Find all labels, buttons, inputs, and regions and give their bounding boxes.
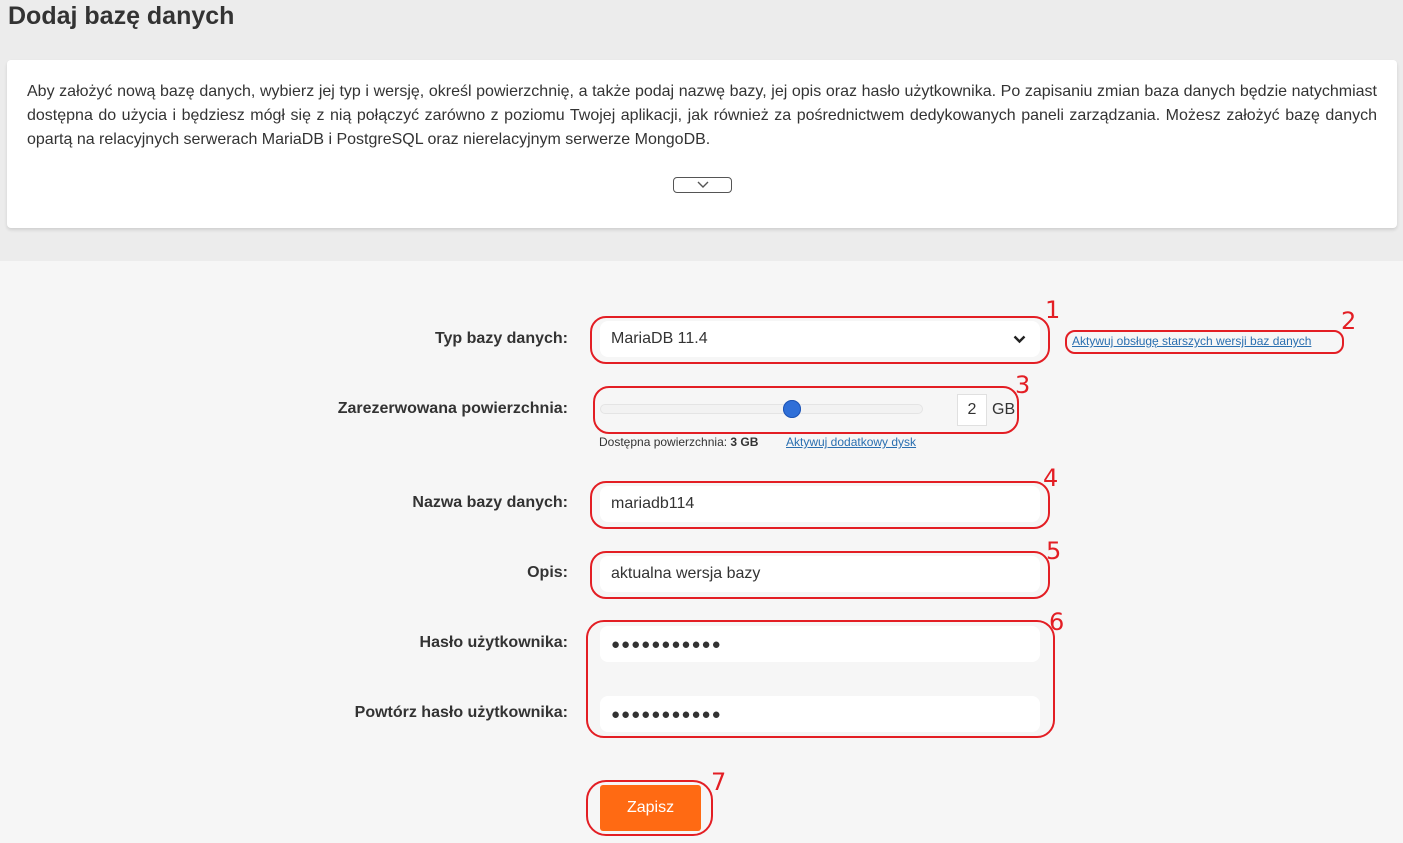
annotation-number-4: 4: [1043, 464, 1059, 492]
annotation-number-1: 1: [1045, 296, 1061, 324]
extra-disk-link[interactable]: Aktywuj dodatkowy dysk: [786, 435, 917, 449]
description-label: Opis:: [527, 564, 568, 581]
available-storage: [599, 435, 758, 449]
password-repeat-label: Powtórz hasło użytkownika:: [354, 704, 568, 721]
password-input[interactable]: ●●●●●●●●●●●: [600, 626, 1040, 662]
available-storage-value: 3 GB: [730, 435, 759, 449]
annotation-number-6: 6: [1049, 608, 1065, 636]
annotation-number-5: 5: [1046, 537, 1062, 565]
annotation-number-2: 2: [1341, 307, 1357, 335]
password-label: Hasło użytkownika:: [419, 634, 568, 651]
legacy-versions-link[interactable]: Aktywuj obsługę starszych wersji baz danych: [1072, 334, 1312, 348]
storage-slider-handle[interactable]: [783, 400, 801, 418]
info-card: [7, 60, 1397, 228]
annotation-number-3: 3: [1015, 371, 1031, 399]
available-storage-label: Dostępna powierzchnia:: [599, 435, 728, 449]
chevron-down-icon: [1013, 335, 1026, 344]
description-input[interactable]: aktualna wersja bazy: [600, 556, 1040, 592]
info-text: Aby założyć nową bazę danych, wybierz jej typ i wersję, określ powierzchnię, a także podaj nazwę bazy, jej opis oraz hasło użytkownika. Po zapisaniu zmian baza danych będzie natychmiast dostępna do użycia i będziesz mógł się z nią połączyć zarówno z poziomu Twojej aplikacji, jak również za pośrednictwem dedykowanych paneli zarządzania. Możesz założyć bazę danych opartą na relacyjnych serwerach MariaDB i PostgreSQL oraz nierelacyjnym serwerze MongoDB.: [27, 83, 1377, 148]
storage-unit: GB: [992, 401, 1016, 418]
db-type-select[interactable]: [600, 321, 1040, 357]
storage-slider-track[interactable]: [600, 404, 923, 414]
db-type-label: Typ bazy danych:: [434, 330, 568, 347]
db-type-value: MariaDB 11.4: [611, 330, 708, 347]
save-button[interactable]: Zapisz: [600, 785, 701, 831]
storage-size-input[interactable]: 2: [957, 394, 987, 426]
annotation-number-7: 7: [711, 768, 727, 796]
expand-button[interactable]: [673, 177, 732, 193]
db-name-label: Nazwa bazy danych:: [412, 494, 568, 511]
db-name-input[interactable]: mariadb114: [600, 486, 1040, 522]
storage-label: Zarezerwowana powierzchnia:: [337, 400, 568, 417]
page-title: Dodaj bazę danych: [8, 2, 235, 30]
password-repeat-input[interactable]: ●●●●●●●●●●●: [600, 696, 1040, 732]
chevron-down-icon: [697, 181, 709, 189]
